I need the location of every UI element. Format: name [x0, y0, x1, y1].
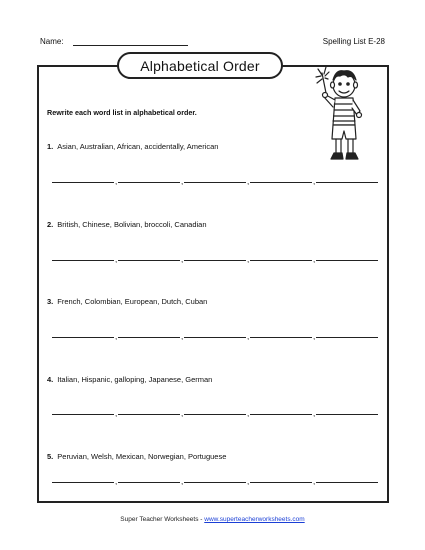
comma: , — [181, 177, 184, 186]
comma: , — [115, 177, 118, 186]
comma: , — [247, 177, 250, 186]
answer-blank[interactable] — [52, 260, 114, 261]
question-4 — [47, 375, 212, 384]
comma: , — [313, 255, 316, 264]
answer-blank[interactable] — [250, 182, 312, 183]
name-label: Name: — [40, 37, 64, 46]
question-words: French, Colombian, European, Dutch, Cuban — [57, 297, 208, 306]
answer-blank[interactable] — [184, 337, 246, 338]
instructions: Rewrite each word list in alphabetical order. — [47, 108, 197, 117]
answer-blank[interactable] — [250, 414, 312, 415]
question-3 — [47, 297, 207, 306]
name-input-line[interactable] — [73, 45, 188, 46]
answer-blank[interactable] — [118, 414, 180, 415]
footer-text: Super Teacher Worksheets - — [120, 516, 203, 523]
comma: , — [247, 332, 250, 341]
answer-blank[interactable] — [118, 182, 180, 183]
question-number: 2. — [47, 220, 54, 229]
comma: , — [247, 255, 250, 264]
answer-blank[interactable] — [118, 482, 180, 483]
comma: , — [115, 477, 118, 486]
comma: , — [115, 332, 118, 341]
comma: , — [181, 332, 184, 341]
answer-blank[interactable] — [118, 337, 180, 338]
answer-blank[interactable] — [52, 414, 114, 415]
answer-blank[interactable] — [316, 482, 378, 483]
answer-blank[interactable] — [316, 182, 378, 183]
answer-blank[interactable] — [316, 414, 378, 415]
answer-blank[interactable] — [118, 260, 180, 261]
comma: , — [247, 409, 250, 418]
answer-blank[interactable] — [184, 482, 246, 483]
comma: , — [313, 332, 316, 341]
answer-blank[interactable] — [250, 337, 312, 338]
answer-blank[interactable] — [316, 337, 378, 338]
spelling-list-label: Spelling List E-28 — [322, 37, 385, 46]
question-1 — [47, 142, 218, 151]
footer — [0, 516, 425, 523]
question-5 — [47, 452, 226, 461]
question-number: 5. — [47, 452, 54, 461]
answer-blank[interactable] — [250, 482, 312, 483]
answer-blank[interactable] — [316, 260, 378, 261]
comma: , — [247, 477, 250, 486]
answer-blank[interactable] — [52, 337, 114, 338]
answer-blank[interactable] — [184, 260, 246, 261]
question-words: Asian, Australian, African, accidentally, American — [57, 142, 219, 151]
comma: , — [313, 177, 316, 186]
answer-blank[interactable] — [250, 260, 312, 261]
answer-blank[interactable] — [184, 414, 246, 415]
comma: , — [313, 477, 316, 486]
boy-with-sparkler-illustration — [312, 63, 376, 168]
comma: , — [181, 477, 184, 486]
comma: , — [181, 255, 184, 264]
comma: , — [313, 409, 316, 418]
footer-link[interactable]: www.superteacherworksheets.com — [204, 516, 305, 523]
answer-blank[interactable] — [52, 482, 114, 483]
answer-blank[interactable] — [184, 182, 246, 183]
question-number: 4. — [47, 375, 54, 384]
question-number: 1. — [47, 142, 54, 151]
comma: , — [181, 409, 184, 418]
question-2 — [47, 220, 207, 229]
question-words: British, Chinese, Bolivian, broccoli, Canadian — [57, 220, 207, 229]
question-words: Peruvian, Welsh, Mexican, Norwegian, Portuguese — [57, 452, 227, 461]
worksheet-title: Alphabetical Order — [117, 52, 283, 79]
comma: , — [115, 409, 118, 418]
question-words: Italian, Hispanic, galloping, Japanese, German — [57, 375, 213, 384]
comma: , — [115, 255, 118, 264]
question-number: 3. — [47, 297, 54, 306]
answer-blank[interactable] — [52, 182, 114, 183]
